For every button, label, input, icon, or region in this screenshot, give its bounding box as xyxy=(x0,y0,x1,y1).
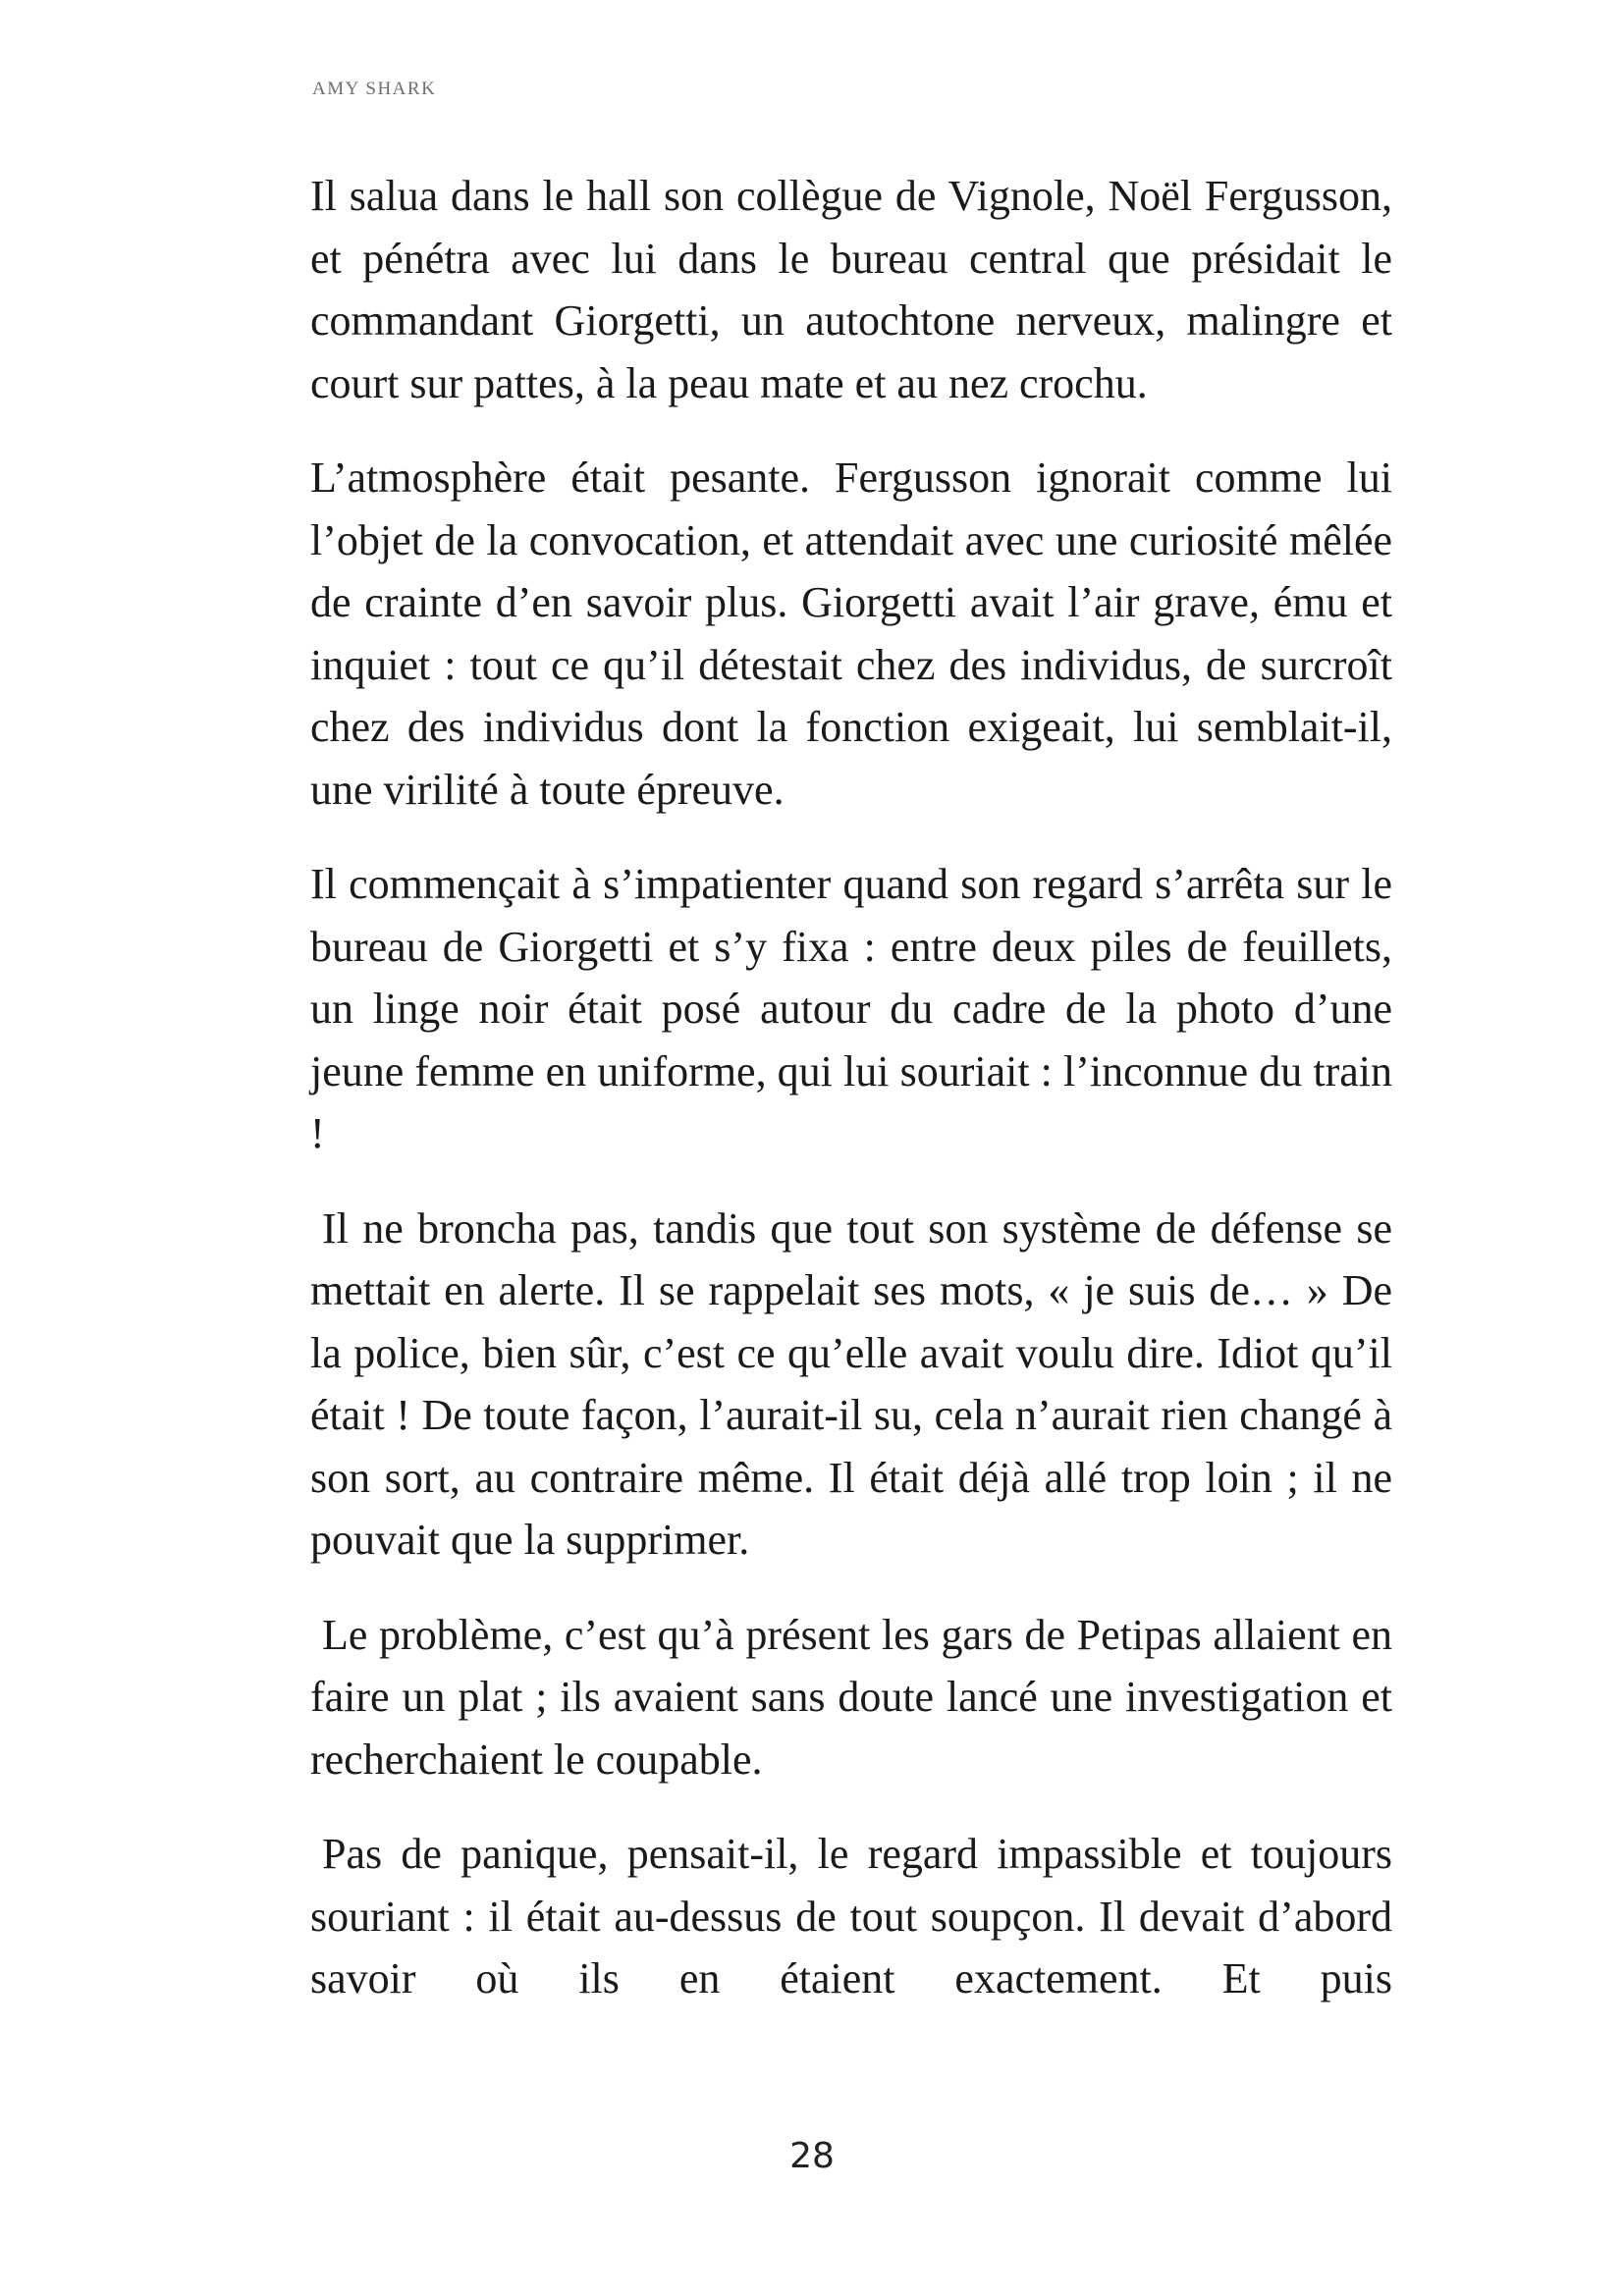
paragraph-4: Il ne broncha pas, tandis que tout son système de défense se mettait en alerte. Il se rappelait ses mots, « je suis de… » De la police, bien sûr, c’est ce qu’elle avait voulu dire. Idiot qu’il était ! De toute façon, l’aurait-il su, cela n’aurait rien changé à son sort, au contraire même. Il était déjà allé trop loin ; il ne pouvait que la supprimer. xyxy=(310,1203,1392,1564)
paragraph-5: Le problème, c’est qu’à présent les gars de Petipas allaient en faire un plat ; ils avaient sans doute lancé une investigation et recherchaient le coupable. xyxy=(310,1610,1392,1784)
paragraph-1: Il salua dans le hall son collègue de Vignole, Noël Fergusson, et pénétra avec lui dans le bureau central que présidait le commandant Giorgetti, un autochtone nerveux, malingre et court sur pattes, à la peau mate et au nez crochu. xyxy=(310,172,1392,407)
paragraph-2: L’atmosphère était pesante. Fergusson ignorait comme lui l’objet de la convocation, et attendait avec une curiosité mêlée de crainte d’en savoir plus. Giorgetti avait l’air grave, ému et inquiet : tout ce qu’il détestait chez des individus, de surcroît chez des individus dont la fonction exigeait, lui semblait-il, une virilité à toute épreuve. xyxy=(310,454,1392,814)
page-number: 28 xyxy=(789,2136,835,2176)
paragraph-6: Pas de panique, pensait-il, le regard impassible et toujours souriant : il était au-dessus de tout soupçon. Il devait d’abord savoir où ils en étaient exactement. Et puis xyxy=(310,1830,1392,2002)
paragraph-3: Il commençait à s’impatienter quand son regard s’arrêta sur le bureau de Giorgetti et s’y fixa : entre deux piles de feuillets, un linge noir était posé autour du cadre de la photo d’une jeune femme en uniforme, qui lui souriait : l’inconnue du train ! xyxy=(310,860,1392,1157)
page-body xyxy=(310,165,1392,2043)
running-header-author: AMY SHARK xyxy=(312,79,437,99)
